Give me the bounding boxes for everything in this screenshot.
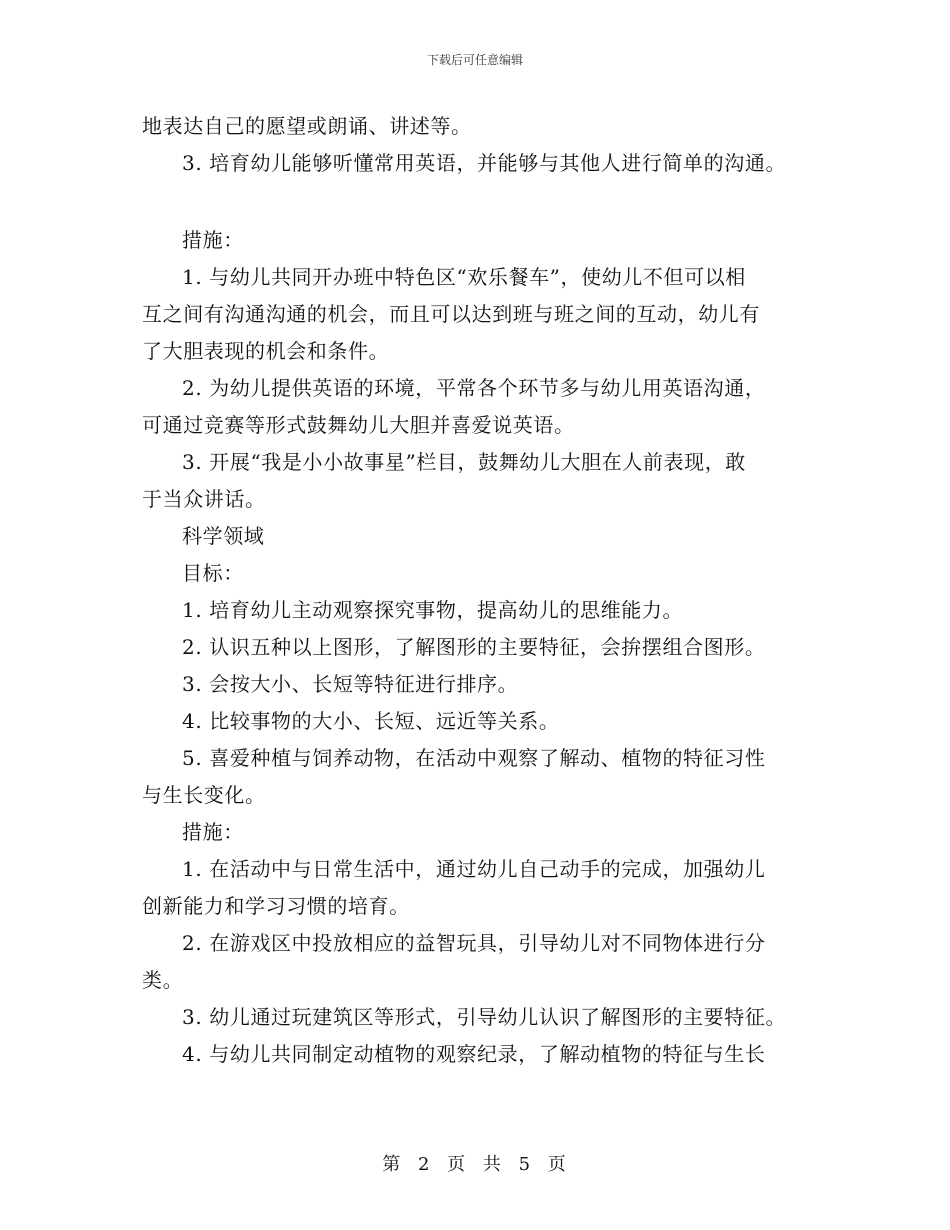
paragraph-line: 创新能力和学习习惯的培育。: [142, 894, 410, 918]
section-heading: 科学领域: [182, 524, 265, 548]
paragraph-line: 3. 开展“我是小小故事星”栏目，鼓舞幼儿大胆在人前表现，敢: [182, 450, 746, 474]
paragraph-line: 可通过竞赛等形式鼓舞幼儿大胆并喜爱说英语。: [142, 413, 575, 437]
paragraph-line: 于当众讲话。: [142, 487, 266, 511]
section-heading: 目标：: [182, 561, 244, 585]
paragraph-line: 1. 培育幼儿主动观察探究事物，提高幼儿的思维能力。: [182, 598, 684, 622]
paragraph-line: 2. 认识五种以上图形，了解图形的主要特征，会拚摆组合图形。: [182, 635, 766, 659]
page-number-footer: 第 2 页 共 5 页: [382, 1154, 568, 1175]
paragraph-line: 3. 培育幼儿能够听懂常用英语，并能够与其他人进行简单的沟通。: [182, 151, 787, 175]
paragraph-line: 互之间有沟通沟通的机会，而且可以达到班与班之间的互动，幼儿有: [142, 302, 760, 326]
paragraph-line: 与生长变化。: [142, 783, 266, 807]
section-heading: 措施：: [182, 820, 244, 844]
paragraph-line: 2. 为幼儿提供英语的环境，平常各个环节多与幼儿用英语沟通，: [182, 376, 766, 400]
paragraph-line: 4. 比较事物的大小、长短、远近等关系。: [182, 709, 560, 733]
document-body: [142, 108, 812, 1073]
paragraph-line: 2. 在游戏区中投放相应的益智玩具，引导幼儿对不同物体进行分: [182, 931, 766, 955]
paragraph-line: 1. 与幼儿共同开办班中特色区“欢乐餐车”，使幼儿不但可以相: [182, 265, 746, 289]
paragraph-line: 1. 在活动中与日常生活中，通过幼儿自己动手的完成，加强幼儿: [182, 857, 766, 881]
blank-spacer: [142, 182, 812, 222]
section-heading: 措施：: [182, 228, 244, 252]
paragraph-line: 3. 会按大小、长短等特征进行排序。: [182, 672, 519, 696]
paragraph-line: 3. 幼儿通过玩建筑区等形式，引导幼儿认识了解图形的主要特征。: [182, 1005, 787, 1029]
paragraph-line: 5. 喜爱种植与饲养动物，在活动中观察了解动、植物的特征习性: [182, 746, 766, 770]
paragraph-line: 了大胆表现的机会和条件。: [142, 339, 390, 363]
paragraph-line: 地表达自己的愿望或朗诵、讲述等。: [142, 114, 472, 138]
paragraph-line: 4. 与幼儿共同制定动植物的观察纪录，了解动植物的特征与生长: [182, 1042, 766, 1066]
page-header: 下载后可任意编辑: [426, 53, 523, 67]
paragraph-line: 类。: [142, 968, 184, 992]
